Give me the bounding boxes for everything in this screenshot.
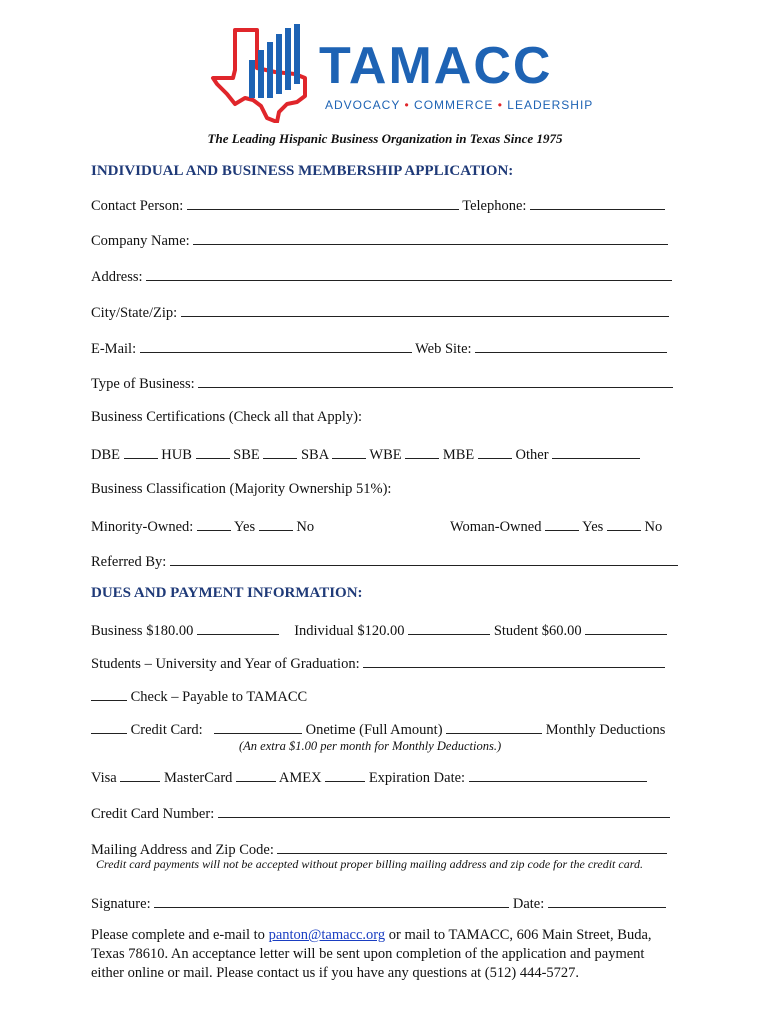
students-graduation-field[interactable]: [363, 654, 665, 668]
cert-mbe-label: MBE: [442, 447, 475, 463]
email-link[interactable]: panton@tamacc.org: [268, 927, 386, 943]
classification-label: Business Classification (Majority Ownership 51%):: [91, 481, 392, 497]
referred-by-label: Referred By:: [91, 554, 167, 570]
tagline-dot-2: •: [497, 98, 503, 112]
mastercard-field[interactable]: [236, 768, 276, 782]
footer-part-1: Please complete and e-mail to: [91, 927, 269, 943]
date-field[interactable]: [548, 894, 666, 908]
cert-sba-label: SBA: [300, 447, 329, 463]
address-label: Address:: [91, 269, 143, 285]
tagline-commerce: COMMERCE: [414, 98, 494, 112]
visa-field[interactable]: [120, 768, 160, 782]
footer-line-2: Texas 78610. An acceptance letter will be sent upon completion of the application and payment: [91, 946, 645, 962]
minority-no-field[interactable]: [259, 517, 293, 531]
cc-number-field[interactable]: [218, 804, 670, 818]
cert-other-label: Other: [515, 447, 549, 463]
expiration-label: Expiration Date:: [368, 770, 466, 786]
logo-tagline: [325, 98, 593, 112]
cert-hub-field[interactable]: [196, 445, 230, 459]
telephone-field[interactable]: [530, 196, 665, 210]
email-label: E-Mail:: [91, 341, 137, 357]
check-label: Check – Payable to TAMACC: [130, 689, 308, 705]
company-name-label: Company Name:: [91, 233, 190, 249]
amex-field[interactable]: [325, 768, 365, 782]
cert-dbe-field[interactable]: [124, 445, 158, 459]
address-field[interactable]: [146, 267, 672, 281]
certifications-label: Business Certifications (Check all that Apply):: [91, 409, 363, 425]
city-state-zip-label: City/State/Zip:: [91, 305, 178, 321]
credit-card-field[interactable]: [91, 720, 127, 734]
type-of-business-label: Type of Business:: [91, 376, 195, 392]
billing-note: Credit card payments will not be accepted without proper billing mailing address and zip code for the credit card.: [96, 857, 643, 871]
cert-sba-field[interactable]: [332, 445, 366, 459]
company-name-field[interactable]: [193, 231, 668, 245]
footer-instructions: [91, 926, 691, 983]
students-graduation-label: Students – University and Year of Graduation:: [91, 656, 360, 672]
mailing-address-label: Mailing Address and Zip Code:: [91, 842, 274, 858]
individual-dues-label: Individual $120.00: [294, 623, 405, 639]
amex-label: AMEX: [278, 770, 322, 786]
signature-label: Signature:: [91, 896, 151, 912]
logo-name: TAMACC: [319, 37, 553, 95]
cert-dbe-label: DBE: [91, 447, 120, 463]
business-dues-label: Business $180.00: [91, 623, 194, 639]
contact-person-label: Contact Person:: [91, 198, 184, 214]
minority-yes-field[interactable]: [197, 517, 231, 531]
minority-no-label: No: [296, 519, 315, 535]
woman-owned-label: Woman-Owned: [450, 519, 542, 535]
cert-mbe-field[interactable]: [478, 445, 512, 459]
contact-person-field[interactable]: [187, 196, 459, 210]
website-field[interactable]: [475, 339, 667, 353]
woman-yes-label: Yes: [582, 519, 604, 535]
signature-field[interactable]: [154, 894, 509, 908]
website-label: Web Site:: [415, 341, 472, 357]
footer-line-3: either online or mail. Please contact us if you have any questions at (512) 444-5727.: [91, 965, 580, 981]
cert-sbe-label: SBE: [233, 447, 260, 463]
woman-no-field[interactable]: [607, 517, 641, 531]
monthly-label: Monthly Deductions: [545, 722, 666, 738]
woman-no-label: No: [644, 519, 663, 535]
subtitle: The Leading Hispanic Business Organization in Texas Since 1975: [207, 131, 563, 146]
tagline-dot-1: •: [404, 98, 410, 112]
city-state-zip-field[interactable]: [181, 303, 669, 317]
cert-sbe-field[interactable]: [263, 445, 297, 459]
mailing-address-field[interactable]: [277, 840, 667, 854]
onetime-label: Onetime (Full Amount): [305, 722, 443, 738]
minority-yes-label: Yes: [234, 519, 256, 535]
mastercard-label: MasterCard: [163, 770, 233, 786]
cert-wbe-label: WBE: [369, 447, 402, 463]
cc-number-label: Credit Card Number:: [91, 806, 215, 822]
tagline-advocacy: ADVOCACY: [325, 98, 401, 112]
business-dues-field[interactable]: [197, 621, 279, 635]
student-dues-field[interactable]: [585, 621, 667, 635]
minority-owned-label: Minority-Owned:: [91, 519, 194, 535]
credit-card-label: Credit Card:: [130, 722, 203, 738]
cert-other-field[interactable]: [552, 445, 640, 459]
tagline-leadership: LEADERSHIP: [507, 98, 594, 112]
dues-heading: DUES AND PAYMENT INFORMATION:: [91, 585, 363, 601]
date-label: Date:: [512, 896, 545, 912]
referred-by-field[interactable]: [170, 552, 678, 566]
type-of-business-field[interactable]: [198, 374, 673, 388]
footer-line-1: [91, 926, 691, 945]
logo: [205, 18, 595, 123]
monthly-note: (An extra $1.00 per month for Monthly Deductions.): [239, 739, 502, 753]
email-field[interactable]: [140, 339, 412, 353]
expiration-field[interactable]: [469, 768, 647, 782]
onetime-field[interactable]: [214, 720, 302, 734]
individual-dues-field[interactable]: [408, 621, 490, 635]
cert-hub-label: HUB: [161, 447, 192, 463]
cert-wbe-field[interactable]: [405, 445, 439, 459]
monthly-field[interactable]: [446, 720, 542, 734]
membership-heading: INDIVIDUAL AND BUSINESS MEMBERSHIP APPLICATION:: [91, 163, 514, 179]
visa-label: Visa: [91, 770, 117, 786]
telephone-label: Telephone:: [462, 198, 527, 214]
texas-bars-logo-icon: [205, 18, 325, 123]
check-field[interactable]: [91, 687, 127, 701]
student-dues-label: Student $60.00: [493, 623, 582, 639]
footer-part-2: or mail to TAMACC, 606 Main Street, Buda,: [385, 927, 652, 943]
woman-yes-field[interactable]: [545, 517, 579, 531]
